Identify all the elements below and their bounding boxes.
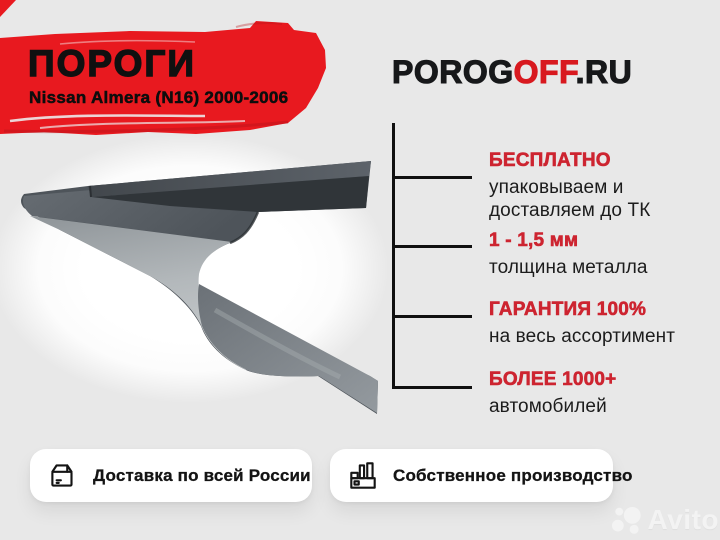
badge-delivery [30,449,312,502]
feature-connector-branch-2 [392,245,472,248]
feature-title: БОЛЕЕ 1000+ [489,369,617,390]
badge-delivery-label: Доставка по всей России [93,465,311,485]
feature-description-line: на весь ассортимент [489,326,675,347]
feature-title: БЕСПЛАТНО [489,150,611,171]
feature-item-cars-catalog [489,369,714,418]
feature-connector-branch-1 [392,176,472,179]
logo-text-prefix: POROG [392,54,514,90]
feature-connector-vertical-line [392,123,395,389]
feature-item-metal-thickness [489,230,714,279]
feature-description-line: автомобилей [489,396,607,417]
feature-item-free-delivery [489,150,714,222]
avito-logo-icon [609,502,643,538]
feature-title: ГАРАНТИЯ 100% [489,299,647,320]
avito-wordmark: Avito [647,504,719,535]
site-logo [392,54,632,91]
banner-title: ПОРОГИ [28,43,196,84]
feature-description-line: толщина металла [489,257,648,278]
feature-connector-branch-4 [392,386,472,389]
feature-description-line: упаковываем и [489,177,624,198]
feature-title: 1 - 1,5 мм [489,230,579,251]
logo-text-accent: OFF [513,54,576,90]
feature-item-warranty [489,299,714,348]
feature-description-line: доставляем до ТК [489,200,651,221]
package-icon [46,459,80,493]
avito-watermark [609,501,719,539]
factory-icon [346,459,380,493]
badge-production [330,449,633,502]
logo-text-suffix: .RU [575,54,633,90]
banner-subtitle: Nissan Almera (N16) 2000-2006 [29,88,289,107]
badge-production-label: Собственное производство [393,465,633,485]
feature-connector-branch-3 [392,315,472,318]
sill-panel-photo [0,130,400,440]
